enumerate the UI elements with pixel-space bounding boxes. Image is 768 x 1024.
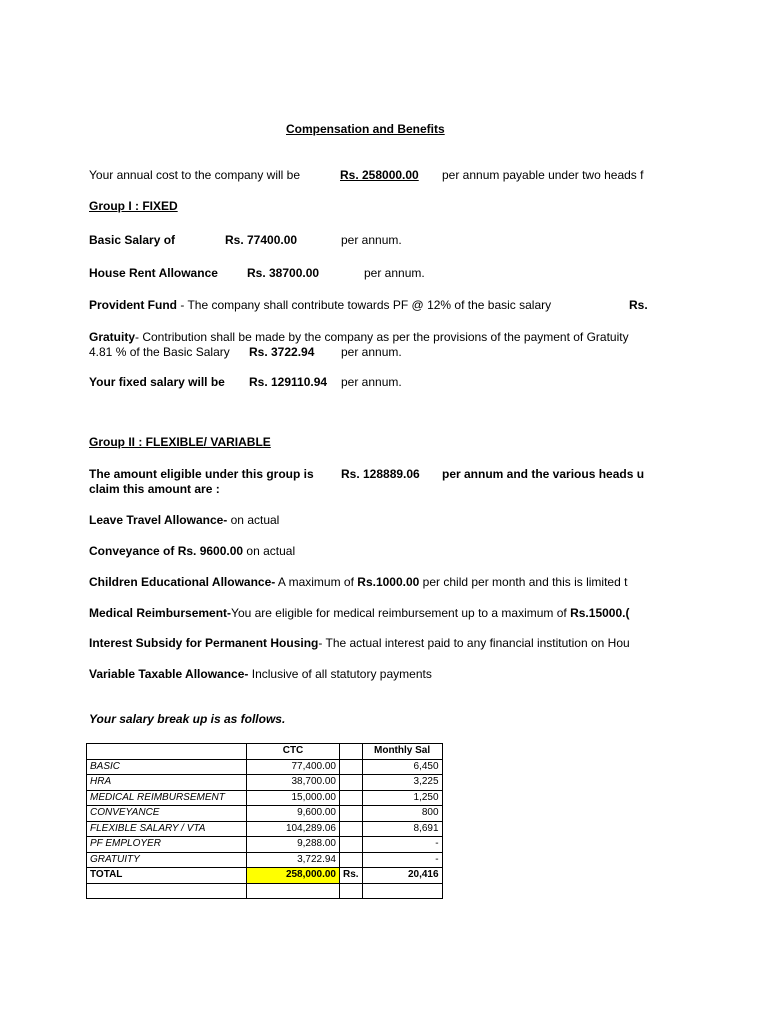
basic-label: Basic Salary of [89,233,176,247]
group1-heading: Group I : FIXED [89,199,178,213]
cea-line [89,575,627,589]
salary-breakup-table [86,743,443,899]
row-ctc: 15,000.00 [247,790,340,806]
vta-line [89,667,432,681]
row-label: GRATUITY [87,852,247,868]
fixed-total-label: Your fixed salary will be [89,375,225,389]
pf-label: Provident Fund [89,298,177,312]
row-ctc: 104,289.06 [247,821,340,837]
row-monthly: 1,250 [362,790,442,806]
basic-amount: Rs. 77400.00 [225,233,298,247]
conveyance-line [89,544,295,558]
pf-text: - The company shall contribute towards PF @ 12% of the basic salary [180,298,552,312]
total-currency: Rs. [340,868,363,884]
row-ctc: 9,288.00 [247,837,340,853]
page-title: Compensation and Benefits [286,122,445,136]
gratuity-line2: 4.81 % of the Basic Salary [89,345,230,359]
row-monthly: - [362,852,442,868]
monthly-header: Monthly Sal [362,744,442,760]
table-total-row [87,868,443,884]
table-row [87,852,443,868]
row-label: BASIC [87,759,247,775]
table-header-row [87,744,443,760]
row-gap [340,759,363,775]
empty-cell [247,883,340,899]
pf-tail: Rs. [629,298,648,312]
ctc-header: CTC [247,744,340,760]
row-gap [340,837,363,853]
gratuity-suffix: per annum. [341,345,402,359]
row-gap [340,775,363,791]
row-label: FLEXIBLE SALARY / VTA [87,821,247,837]
table-row [87,759,443,775]
fixed-total-amount: Rs. 129110.94 [249,375,328,389]
lta-text: on actual [227,513,280,527]
row-monthly: 800 [362,806,442,822]
breakup-heading: Your salary break up is as follows. [89,712,286,726]
conveyance-text: on actual [243,544,296,558]
row-gap [340,790,363,806]
gratuity-amount: Rs. 3722.94 [249,345,315,359]
intro-text: Your annual cost to the company will be [89,168,301,182]
fixed-total-suffix: per annum. [341,375,402,389]
row-ctc: 3,722.94 [247,852,340,868]
hra-suffix: per annum. [364,266,425,280]
medical-amount: Rs.15000.( [570,606,630,620]
row-ctc: 9,600.00 [247,806,340,822]
row-monthly: 8,691 [362,821,442,837]
cea-text1: A maximum of [275,575,358,589]
lta-label: Leave Travel Allowance- [89,513,228,527]
row-ctc: 77,400.00 [247,759,340,775]
empty-cell [340,883,363,899]
row-label: CONVEYANCE [87,806,247,822]
eligible-amount: Rs. 128889.06 [341,467,420,481]
table-header-blank [87,744,247,760]
total-ctc: 258,000.00 [247,868,340,884]
pf-line [89,298,551,312]
group2-heading: Group II : FLEXIBLE/ VARIABLE [89,435,271,449]
table-header-gap [340,744,363,760]
housing-label: Interest Subsidy for Permanent Housing [89,636,319,650]
eligible-rest: per annum and the various heads u [442,467,645,481]
row-ctc: 38,700.00 [247,775,340,791]
basic-suffix: per annum. [341,233,402,247]
table-row [87,790,443,806]
table-row [87,775,443,791]
cea-text2: per child per month and this is limited t [419,575,628,589]
hra-label: House Rent Allowance [89,266,218,280]
medical-line [89,606,629,620]
row-monthly: 3,225 [362,775,442,791]
housing-text: - The actual interest paid to any financial institution on Hou [318,636,630,650]
row-gap [340,806,363,822]
empty-cell [362,883,442,899]
table-row [87,821,443,837]
row-gap [340,821,363,837]
table-row [87,837,443,853]
row-gap [340,852,363,868]
total-label: TOTAL [87,868,247,884]
row-monthly: 6,450 [362,759,442,775]
medical-text: You are eligible for medical reimbursement up to a maximum of [231,606,571,620]
eligible-line2: claim this amount are : [89,482,220,496]
gratuity-line [89,330,629,344]
cea-amount: Rs.1000.00 [357,575,420,589]
intro-rest: per annum payable under two heads f [442,168,644,182]
hra-amount: Rs. 38700.00 [247,266,320,280]
eligible-label: The amount eligible under this group is [89,467,314,481]
conveyance-label: Conveyance of Rs. 9600.00 [89,544,244,558]
medical-label: Medical Reimbursement- [89,606,232,620]
lta-line [89,513,279,527]
intro-amount: Rs. 258000.00 [340,168,419,182]
row-label: PF EMPLOYER [87,837,247,853]
row-monthly: - [362,837,442,853]
table-empty-row [87,883,443,899]
vta-text: Inclusive of all statutory payments [248,667,432,681]
row-label: MEDICAL REIMBURSEMENT [87,790,247,806]
row-label: HRA [87,775,247,791]
table-row [87,806,443,822]
vta-label: Variable Taxable Allowance- [89,667,249,681]
gratuity-label: Gratuity [89,330,136,344]
housing-line [89,636,630,650]
cea-label: Children Educational Allowance- [89,575,276,589]
total-monthly: 20,416 [362,868,442,884]
gratuity-text: - Contribution shall be made by the company as per the provisions of the payment of Gratuity [135,330,629,344]
empty-cell [87,883,247,899]
